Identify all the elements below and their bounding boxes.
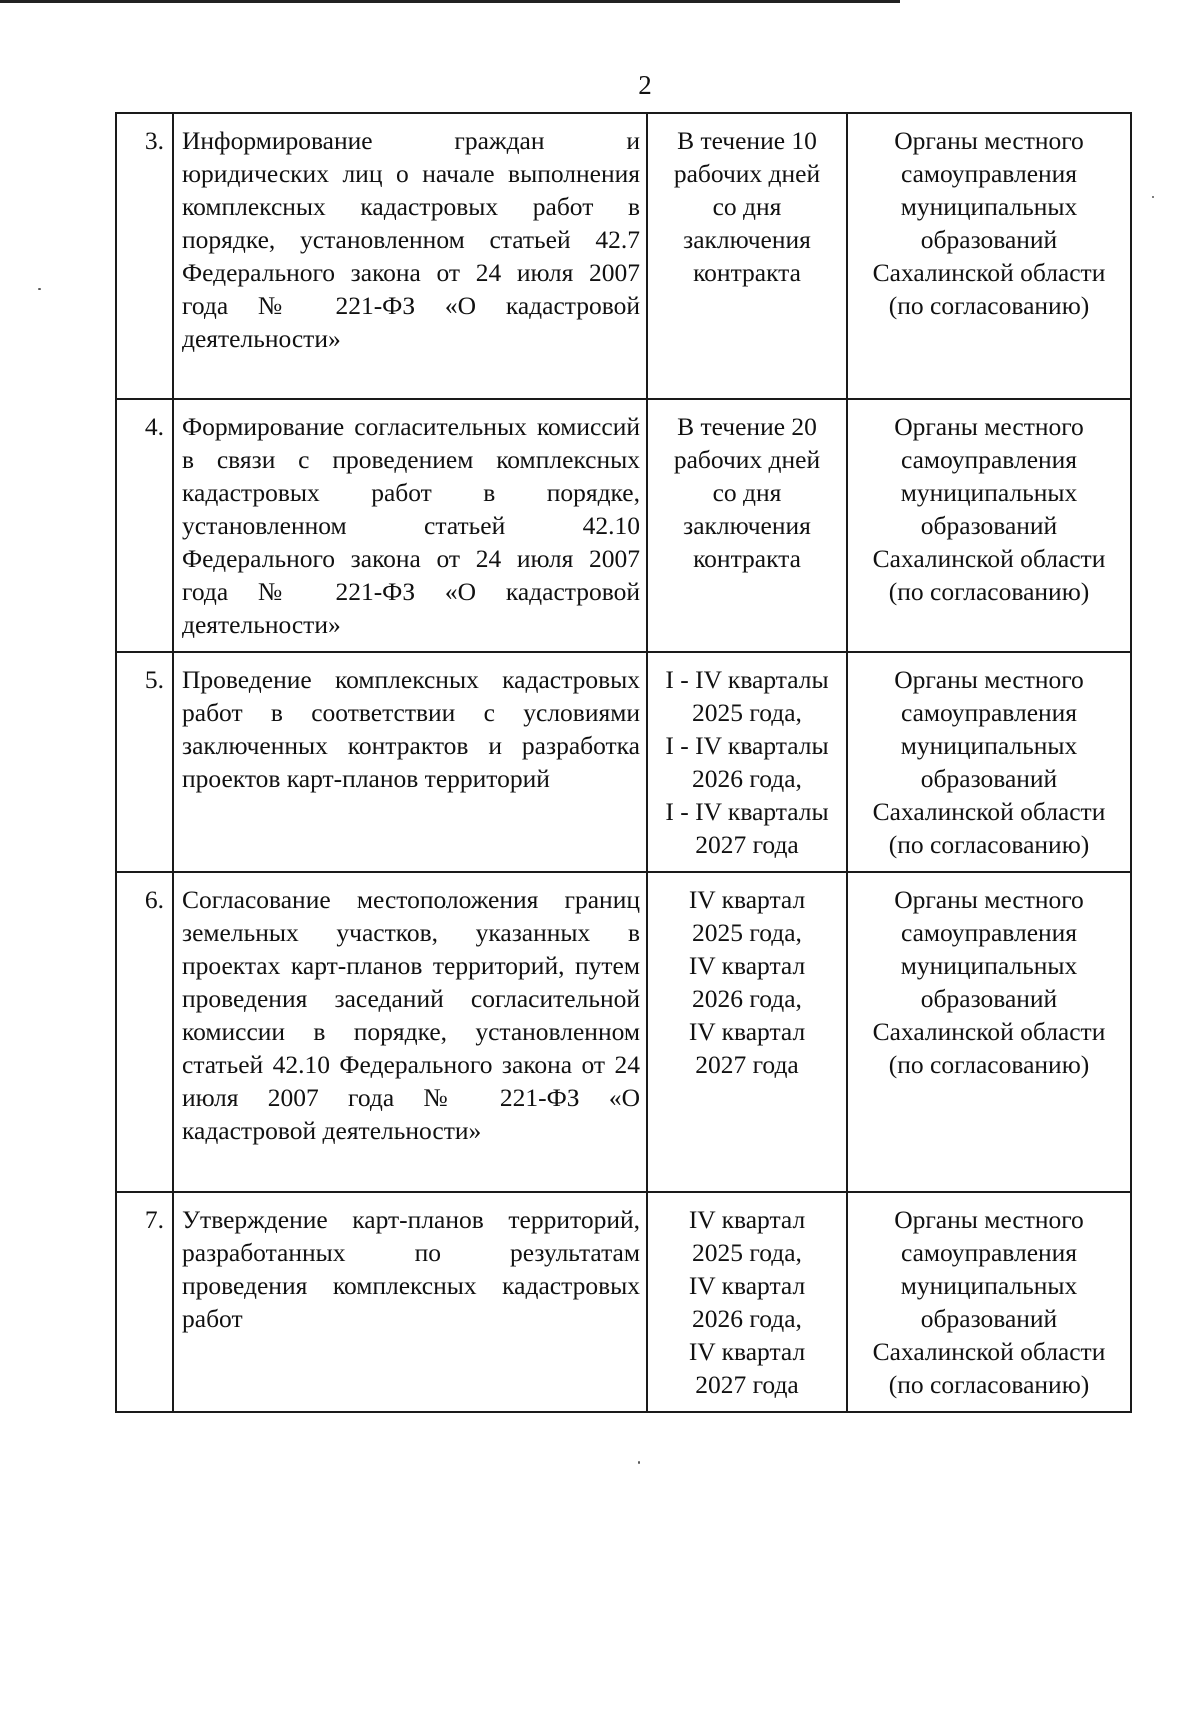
- responsible-line: образований: [920, 1304, 1058, 1333]
- term-line: 2026 года,: [692, 984, 802, 1013]
- table-row: [116, 113, 1131, 399]
- responsible-line: Сахалинской области: [872, 544, 1106, 573]
- term-line: контракта: [693, 258, 801, 287]
- term-line: контракта: [693, 544, 801, 573]
- row-number: 4.: [116, 399, 173, 652]
- responsible-line: самоуправления: [900, 445, 1078, 474]
- responsible-line: Органы местного: [894, 665, 1084, 694]
- term-line: 2025 года,: [692, 1238, 802, 1267]
- responsible-line: муниципальных: [900, 478, 1078, 507]
- responsible-cell: [847, 1192, 1131, 1412]
- row-number: 5.: [116, 652, 173, 872]
- responsible-line: образований: [920, 984, 1058, 1013]
- responsible-line: самоуправления: [900, 1238, 1078, 1267]
- responsible-cell: [847, 113, 1131, 399]
- table-row: [116, 399, 1131, 652]
- term-line: IV квартал: [688, 885, 806, 914]
- responsible-line: Органы местного: [894, 885, 1084, 914]
- row-number: 6.: [116, 872, 173, 1192]
- term-line: IV квартал: [688, 951, 806, 980]
- plan-table: [115, 112, 1132, 1413]
- term-line: IV квартал: [688, 1271, 806, 1300]
- responsible-line: образований: [920, 511, 1058, 540]
- responsible-cell: [847, 399, 1131, 652]
- term-line: IV квартал: [688, 1017, 806, 1046]
- scan-speck: [638, 1461, 640, 1464]
- term-cell: [647, 113, 847, 399]
- responsible-line: (по согласованию): [888, 577, 1090, 606]
- responsible-line: муниципальных: [900, 192, 1078, 221]
- term-line: рабочих дней: [673, 445, 821, 474]
- term-line: В течение 10: [677, 126, 817, 155]
- scan-speck: [38, 288, 41, 290]
- responsible-line: Сахалинской области: [872, 1017, 1106, 1046]
- term-line: заключения: [683, 511, 811, 540]
- top-scan-edge: [0, 0, 900, 3]
- row-number: 7.: [116, 1192, 173, 1412]
- term-line: IV квартал: [688, 1205, 806, 1234]
- responsible-line: Органы местного: [894, 1205, 1084, 1234]
- term-line: В течение 20: [677, 412, 817, 441]
- term-line: IV квартал: [688, 1337, 806, 1366]
- event-text: Согласование местоположения границ земельных участков, указанных в проектах карт-планов территорий, путем проведения заседаний согласительной комиссии в порядке, установленном статьей 42.10 Федерального закона от 24 июля 2007 года № 221-ФЗ «О кадастровой деятельности»: [173, 872, 647, 1192]
- term-cell: [647, 399, 847, 652]
- page-number: 2: [638, 70, 652, 100]
- term-line: рабочих дней: [673, 159, 821, 188]
- responsible-line: Сахалинской области: [872, 797, 1106, 826]
- term-line: заключения: [683, 225, 811, 254]
- table-row: [116, 652, 1131, 872]
- event-text: Утверждение карт-планов территорий, разработанных по результатам проведения комплексных кадастровых работ: [173, 1192, 647, 1412]
- responsible-line: (по согласованию): [888, 830, 1090, 859]
- responsible-cell: [847, 652, 1131, 872]
- term-cell: [647, 872, 847, 1192]
- term-line: со дня: [712, 192, 782, 221]
- responsible-line: (по согласованию): [888, 1370, 1090, 1399]
- table-row: [116, 1192, 1131, 1412]
- responsible-line: самоуправления: [900, 698, 1078, 727]
- term-line: 2027 года: [695, 830, 799, 859]
- term-line: 2027 года: [695, 1050, 799, 1079]
- responsible-line: муниципальных: [900, 951, 1078, 980]
- responsible-line: (по согласованию): [888, 1050, 1090, 1079]
- term-cell: [647, 652, 847, 872]
- event-text: Формирование согласительных комиссий в связи с проведением комплексных кадастровых работ в порядке, установленном статьей 42.10 Федерального закона от 24 июля 2007 года № 221-ФЗ «О кадастровой деятельности»: [173, 399, 647, 652]
- scan-speck: [1152, 196, 1154, 198]
- responsible-cell: [847, 872, 1131, 1192]
- term-line: 2026 года,: [692, 1304, 802, 1333]
- row-number: 3.: [116, 113, 173, 399]
- responsible-line: самоуправления: [900, 159, 1078, 188]
- responsible-line: муниципальных: [900, 731, 1078, 760]
- term-line: I - IV кварталы: [665, 665, 829, 694]
- table-row: [116, 872, 1131, 1192]
- responsible-line: (по согласованию): [888, 291, 1090, 320]
- responsible-line: Органы местного: [894, 126, 1084, 155]
- term-line: 2025 года,: [692, 698, 802, 727]
- term-line: 2026 года,: [692, 764, 802, 793]
- responsible-line: образований: [920, 225, 1058, 254]
- responsible-line: самоуправления: [900, 918, 1078, 947]
- responsible-line: Сахалинской области: [872, 1337, 1106, 1366]
- responsible-line: муниципальных: [900, 1271, 1078, 1300]
- event-text: Информирование граждан и юридических лиц о начале выполнения комплексных кадастровых работ в порядке, установленном статьей 42.7 Федерального закона от 24 июля 2007 года № 221-ФЗ «О кадастровой деятельности»: [173, 113, 647, 399]
- term-line: 2027 года: [695, 1370, 799, 1399]
- term-line: 2025 года,: [692, 918, 802, 947]
- term-cell: [647, 1192, 847, 1412]
- term-line: I - IV кварталы: [665, 731, 829, 760]
- event-text: Проведение комплексных кадастровых работ в соответствии с условиями заключенных контрактов и разработка проектов карт-планов территорий: [173, 652, 647, 872]
- term-line: I - IV кварталы: [665, 797, 829, 826]
- responsible-line: Органы местного: [894, 412, 1084, 441]
- responsible-line: образований: [920, 764, 1058, 793]
- responsible-line: Сахалинской области: [872, 258, 1106, 287]
- term-line: со дня: [712, 478, 782, 507]
